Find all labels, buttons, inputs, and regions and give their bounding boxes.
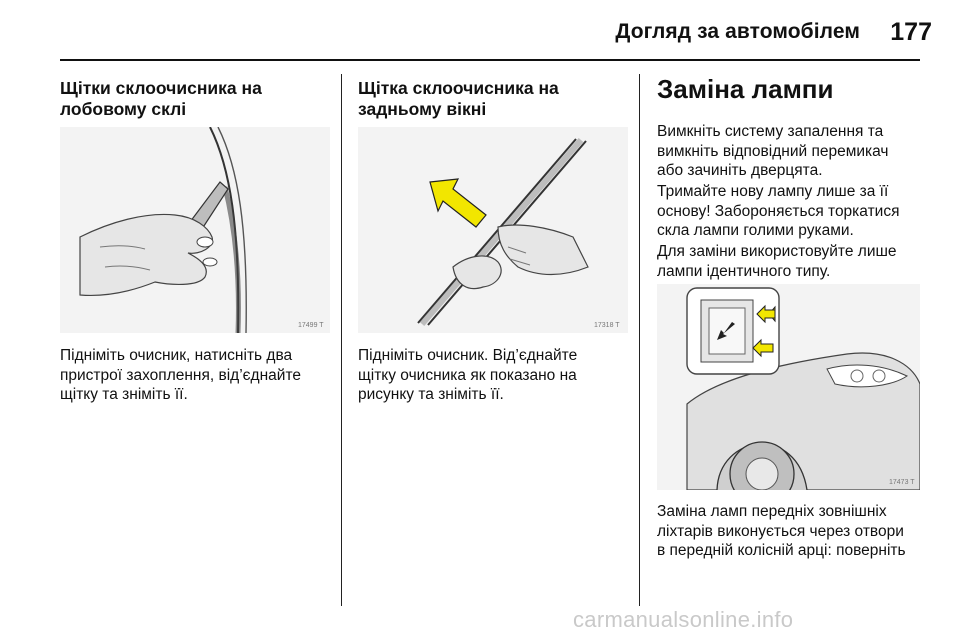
text-line: Вимкніть систему запалення та (657, 123, 884, 140)
text-line: основу! Забороняється торкатися (657, 202, 900, 220)
column-divider-2 (639, 74, 640, 606)
text-line: рисунку та зніміть її. (358, 386, 504, 403)
watermark: carmanualsonline.info (573, 607, 794, 632)
instruction-text-rear-wiper (358, 346, 577, 405)
paragraph-ignition (657, 122, 889, 181)
text-line: Для заміни використовуйте лише (657, 243, 897, 260)
page-header-title: Догляд за автомобілем (615, 20, 860, 43)
paragraph-front-lights (657, 502, 906, 561)
text-line: лампи ідентичного типу. (657, 262, 831, 280)
section-heading-rear-wiper (358, 78, 559, 120)
windscreen-wiper-illustration (60, 127, 330, 333)
front-wheel-arch-illustration (657, 284, 920, 490)
text-line: пристрої захоплення, від’єднайте (60, 366, 301, 384)
section-heading-bulb-replacement: Заміна лампи (657, 74, 834, 104)
heading-line: лобовому склі (60, 99, 187, 119)
text-line: щітку очисника як показано на (358, 366, 577, 384)
text-line: Підніміть очисник. Від’єднайте (358, 347, 578, 364)
heading-line: Щітки склоочисника на (60, 78, 262, 98)
text-line: скла лампи голими руками. (657, 222, 854, 239)
text-line: Заміна ламп передніх зовнішніх (657, 503, 887, 520)
column-divider-1 (341, 74, 342, 606)
paragraph-identical-bulbs (657, 242, 897, 281)
figure-id: 17499 T (298, 322, 324, 329)
instruction-text-windscreen (60, 346, 301, 405)
text-line: в передній колісній арці: поверніть (657, 542, 906, 559)
figure-id: 17318 T (594, 322, 620, 329)
heading-line: задньому вікні (358, 99, 487, 119)
page-number: 177 (890, 18, 932, 46)
paragraph-bulb-handling (657, 182, 899, 241)
text-line: або зачиніть дверцята. (657, 162, 823, 179)
text-line: вимкніть відповідний перемикач (657, 142, 889, 160)
heading-line: Щітка склоочисника на (358, 78, 559, 98)
text-line: Тримайте нову лампу лише за її (657, 183, 889, 200)
section-heading-windscreen-wiper (60, 78, 262, 120)
figure-id: 17473 T (889, 479, 915, 486)
header-divider (60, 59, 920, 61)
text-line: Підніміть очисник, натисніть два (60, 347, 293, 364)
text-line: ліхтарів виконується через отвори (657, 522, 904, 540)
rear-wiper-illustration (358, 127, 628, 333)
text-line: щітку та зніміть її. (60, 386, 188, 403)
